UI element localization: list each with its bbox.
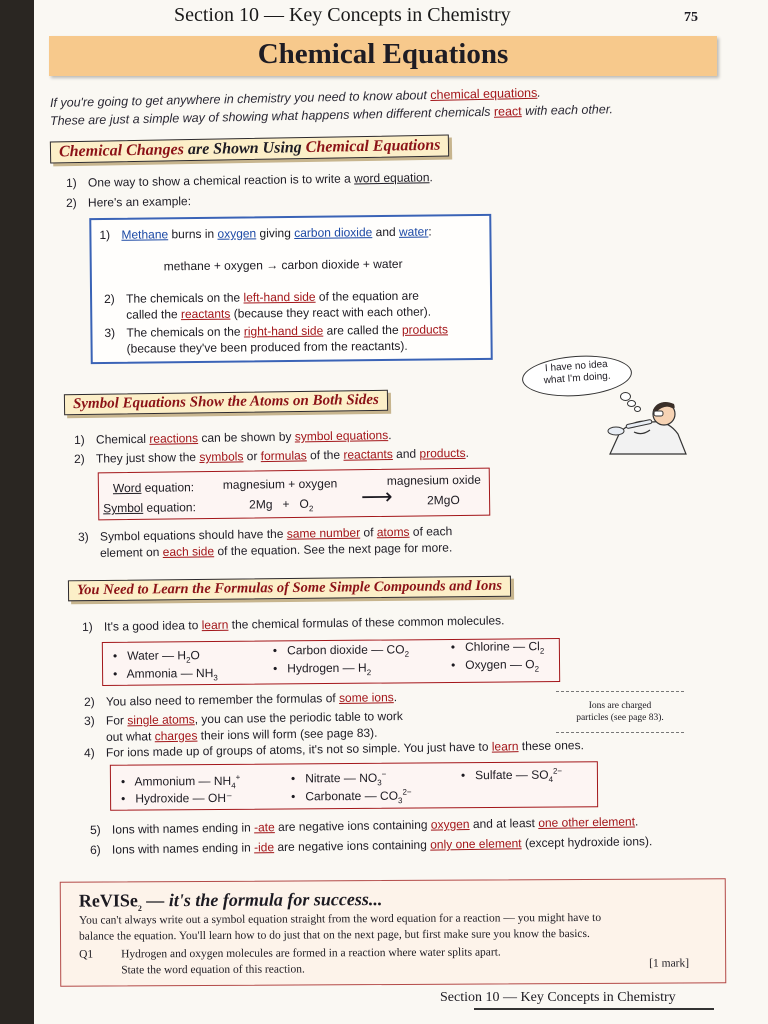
revise-body-2: balance the equation. You'll learn how to do just that on the next page, but first make sure you know the basics. — [78, 927, 590, 943]
formula-carbonate: • Carbonate — $CO_3^{2-}$ — [291, 787, 412, 806]
symbol-equation-right: 2MgO — [427, 492, 460, 508]
reaction-arrow-icon: ⟶ — [360, 483, 393, 510]
symbol-equation-label: Symbol equation: — [103, 500, 196, 516]
word-equation-label: Word equation: — [112, 480, 195, 496]
sec3-point-3b: out what charges their ions will form (see page 83). — [105, 725, 378, 744]
question-marks: [1 mark] — [649, 957, 690, 970]
revise-box — [60, 878, 727, 986]
sec3-point-2: 2) You also need to remember the formulas of some ions. — [83, 690, 398, 709]
sec2-point-2: 2) They just show the symbols or formulas of the reactants and products. — [73, 445, 469, 466]
formula-hydrogen: • Hydrogen — $H_2$ — [272, 660, 372, 678]
question-number: Q1 — [79, 948, 94, 961]
question-line-2: State the word equation of this reaction. — [121, 963, 305, 977]
sec2-point-3: 3) Symbol equations should have the same number of atoms of each — [77, 524, 453, 544]
formula-ammonia: • Ammonia — $NH_3$ — [113, 666, 218, 683]
textbook-page — [34, 0, 768, 1024]
question-line-1: Hydrogen and oxygen molecules are formed in a reaction where water splits apart. — [121, 946, 501, 961]
term-chemical-equations: chemical equations — [430, 85, 538, 103]
formula-sulfate: • Sulfate — $SO_4^{2-}$ — [460, 766, 563, 785]
sec2-point-3b: element on each side of the equation. See the next page for more. — [99, 540, 453, 560]
formula-ammonium: • Ammonium — $NH_4^+$ — [120, 772, 241, 791]
ions-box — [110, 761, 598, 810]
sec3-point-6: 6) Ions with names ending in -ide are negative ions containing only one element (except hydroxide ions). — [89, 834, 653, 857]
formula-carbon-dioxide: • Carbon dioxide — $CO_2$ — [272, 642, 410, 659]
molecules-box — [102, 638, 560, 686]
intro-line-2: These are just a simple way of showing what happens when different chemicals react with each other. — [49, 102, 614, 128]
page-title: Chemical Equations — [257, 38, 509, 70]
formula-hydroxide: • Hydroxide — OH⁻ — [121, 790, 233, 806]
word-equation-left: magnesium + oxygen — [222, 476, 338, 492]
sec1-point-1: 1) One way to show a chemical reaction is to write a word equation. — [65, 170, 433, 190]
sec3-point-5: 5) Ions with names ending in -ate are negative ions containing oxygen and at least one other element. — [89, 814, 639, 837]
symbol-equation-left: 2Mg + $O_2$ — [249, 496, 314, 514]
scientist-cartoon-icon — [590, 394, 692, 456]
equation-box — [98, 468, 491, 521]
sec1-point-2: 2) Here's an example: — [65, 194, 192, 210]
term-react: react — [493, 104, 522, 119]
example-line-1: 1) Methane burns in oxygen giving carbon dioxide and water: — [99, 224, 432, 243]
formula-oxygen: • Oxygen — $O_2$ — [450, 657, 540, 674]
formula-chlorine: • Chlorine — $Cl_2$ — [450, 639, 545, 656]
page-number: 75 — [684, 10, 698, 25]
sec3-point-4: 4) For ions made up of groups of atoms, it's not so simple. You just have to learn these ones. — [83, 738, 584, 760]
formula-water: • Water — $H_2O$ — [112, 648, 200, 665]
sec3-point-1: 1) It's a good idea to learn the chemical formulas of these common molecules. — [81, 613, 505, 634]
heading-learn-formulas: You Need to Learn the Formulas of Some Simple Compounds and Ions — [68, 576, 511, 602]
word-equation-right: magnesium oxide — [386, 472, 481, 488]
example-line-3: 3) The chemicals on the right-hand side are called the products — [104, 322, 449, 340]
thought-bubble: I have no idea what I'm doing. — [521, 352, 634, 400]
example-line-2: 2) The chemicals on the left-hand side of the equation are — [104, 288, 420, 306]
intro-line-1: If you're going to get anywhere in chemistry you need to know about chemical equations. — [49, 85, 541, 110]
revise-title: ReVISe$_2$ — it's the formula for success... — [78, 889, 383, 913]
sec2-point-1: 1) Chemical reactions can be shown by symbol equations. — [73, 428, 392, 447]
formula-nitrate: • Nitrate — $NO_3^-$ — [290, 769, 387, 788]
heading-chemical-changes: Chemical Changes are Shown Using Chemical Equations — [50, 135, 450, 164]
section-header: Section 10 — Key Concepts in Chemistry — [174, 4, 511, 26]
page-footer: Section 10 — Key Concepts in Chemistry — [440, 990, 676, 1005]
example-line-3b: (because they've been produced from the reactants). — [126, 338, 408, 356]
ions-note: Ions are charged particles (see page 83). — [556, 691, 684, 733]
example-box — [89, 214, 493, 364]
heading-symbol-equations: Symbol Equations Show the Atoms on Both Sides — [64, 390, 388, 416]
revise-body-1: You can't always write out a symbol equation straight from the word equation for a reaction — you might have to — [78, 911, 602, 927]
word-equation-example: methane + oxygen → carbon dioxide + water — [163, 256, 403, 274]
title-band — [49, 36, 717, 76]
sec3-point-3: 3) For single atoms, you can use the periodic table to work — [83, 708, 403, 728]
footer-rule — [474, 1008, 714, 1010]
example-line-2b: called the reactants (because they react with each other). — [126, 304, 432, 322]
